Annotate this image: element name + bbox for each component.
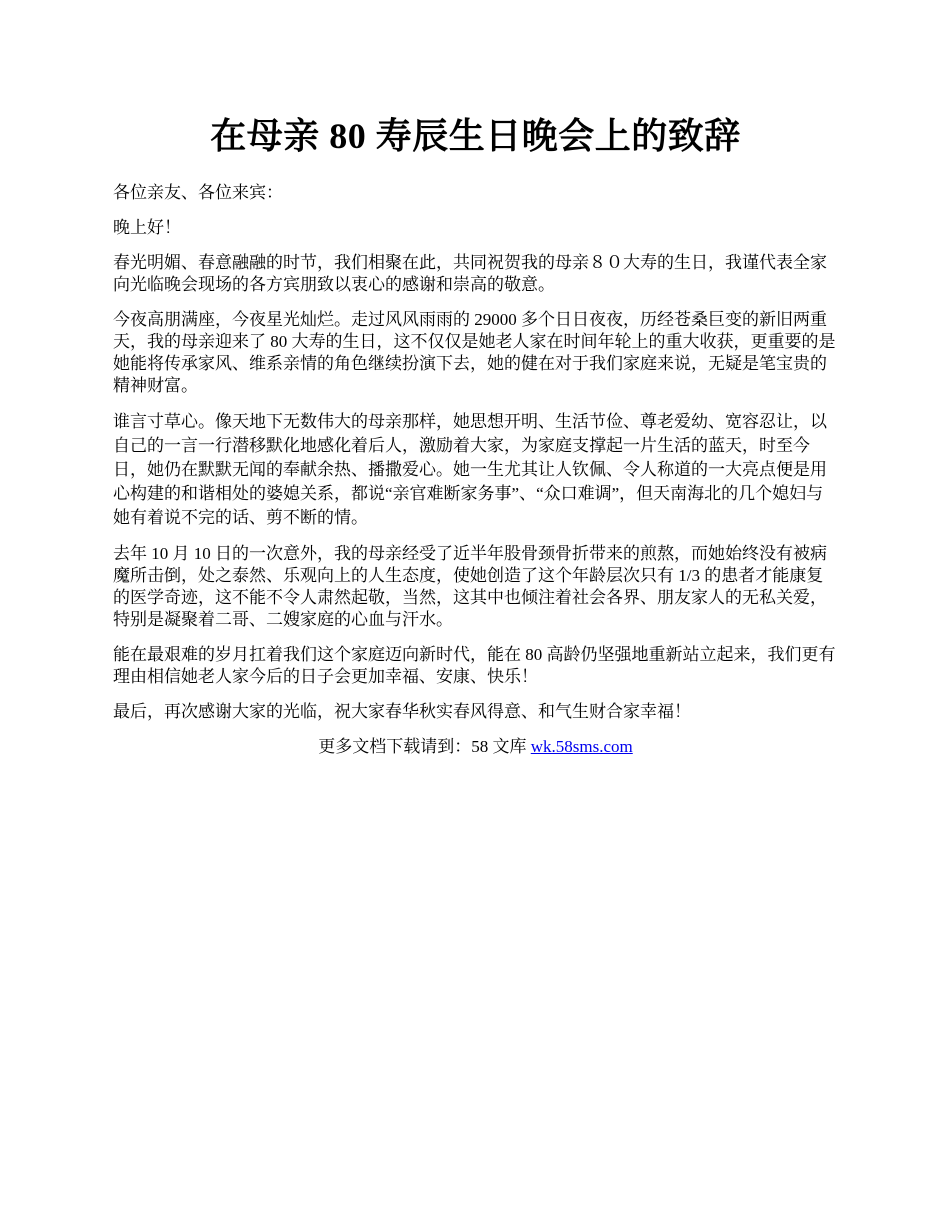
paragraph-recovery: 去年 10 月 10 日的一次意外，我的母亲经受了近半年股骨颈骨折带来的煎熬，而她始终没有被病魔所击倒，处之泰然、乐观向上的人生态度，使她创造了这个年龄层次只有 1/3 的患者才能康复的医学奇迹，这不能不令人肃然起敬，当然，这其中也倾注着社会各界、朋友家人的无私关爱，特别是凝聚着二哥、二嫂家庭的心血与汗水。 [113, 544, 827, 629]
paragraph-opening: 春光明媚、春意融融的时节，我们相聚在此，共同祝贺我的母亲８０大寿的生日，我谨代表全家向光临晚会现场的各方宾朋致以衷心的感谢和崇高的敬意。 [113, 253, 827, 294]
footer-download-note [113, 736, 838, 758]
paragraph-greeting: 各位亲友、各位来宾： [113, 183, 283, 202]
paragraph-good-evening: 晚上好！ [113, 218, 181, 237]
paragraph-hope: 能在最艰难的岁月扛着我们这个家庭迈向新时代，能在 80 高龄仍坚强地重新站立起来，我们更有理由相信她老人家今后的日子会更加幸福、安康、快乐！ [113, 645, 836, 686]
document-title: 在母亲 80 寿辰生日晚会上的致辞 [210, 116, 741, 156]
paragraph-mother-virtues: 谁言寸草心。像天地下无数伟大的母亲那样，她思想开明、生活节俭、尊老爱幼、宽容忍让，以自己的一言一行潜移默化地感化着后人，激励着大家，为家庭支撑起一片生活的蓝天，时至今日，她仍在默默无闻的奉献余热、播撒爱心。她一生尤其让人钦佩、令人称道的一大亮点便是用心构建的和谐相处的婆媳关系，都说“亲官难断家务事”、“众口难调”，但天南海北的几个媳妇与她有着说不完的话、剪不断的情。 [113, 412, 827, 527]
paragraph-celebration: 今夜高朋满座，今夜星光灿烂。走过风风雨雨的 29000 多个日日夜夜，历经苍桑巨变的新旧两重天，我的母亲迎来了 80 大寿的生日，这不仅仅是她老人家在时间年轮上的重大收获，更重要的是她能将传承家风、维系亲情的角色继续扮演下去，她的健在对于我们家庭来说，无疑是笔宝贵的精神财富。 [113, 310, 836, 395]
footer-text: 更多文档下载请到：58 文库 [318, 737, 531, 756]
footer-link[interactable]: wk.58sms.com [530, 737, 633, 756]
document-page [113, 112, 838, 758]
paragraph-closing: 最后，再次感谢大家的光临，祝大家春华秋实春风得意、和气生财合家幸福！ [113, 702, 691, 721]
